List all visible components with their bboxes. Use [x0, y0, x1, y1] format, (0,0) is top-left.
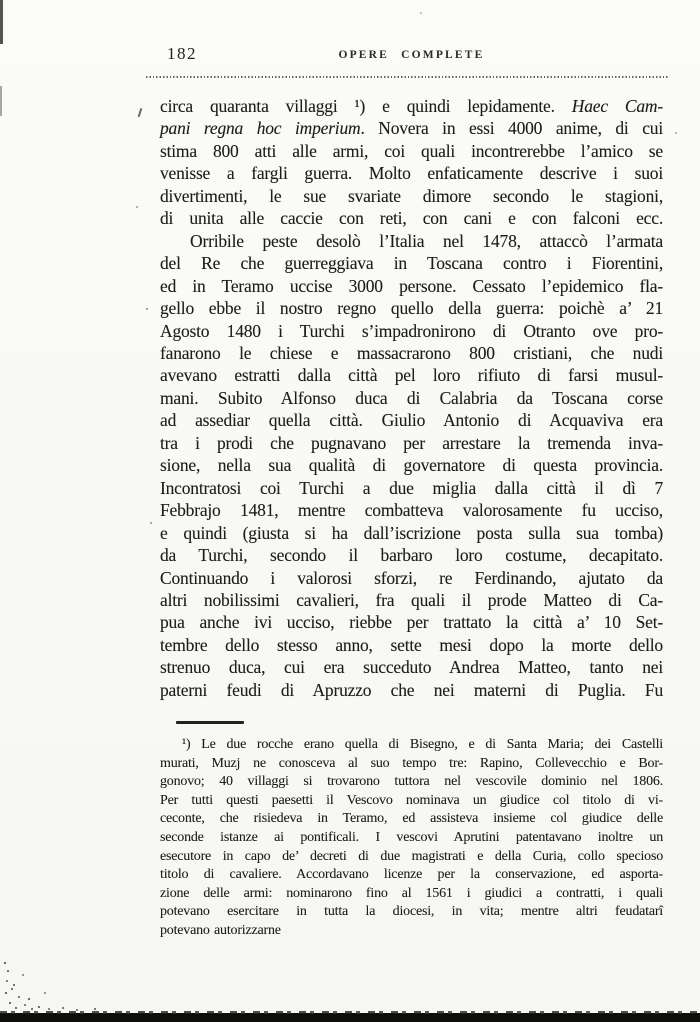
text-line: potevano esercitare in tutta la diocesi, in vita; mentre altri feudatarî — [160, 904, 663, 920]
text-line: ed in Teramo uccise 3000 persone. Cessato l’epidemico fla- — [160, 275, 663, 296]
page-number: 182 — [167, 44, 197, 63]
scan-speck — [150, 522, 152, 524]
text-line: stima 800 atti alle armi, coi quali incontrerebbe l’amico se — [160, 140, 663, 161]
text-line: zione delle armi: nominarono fino al 1561 i giudici a contratti, i quali — [160, 885, 663, 901]
scan-speck — [146, 308, 148, 310]
text-segment: circa quaranta villaggi ¹) e quindi lepidamente. — [160, 96, 572, 116]
italic-segment: Haec Cam- — [571, 96, 663, 116]
footnote-text-block — [160, 736, 663, 941]
body-text-column — [160, 95, 663, 701]
text-line: ceconte, che risiedeva in Teramo, ed assisteva insieme col giudice delle — [160, 811, 663, 827]
text-line: esecutore in capo de’ decreti di due magistrati e della Curia, collo specioso — [160, 848, 663, 864]
text-line: Continuando i valorosi sforzi, re Ferdinando, ajutato da — [160, 567, 663, 588]
scan-bottom-edge-band — [0, 1013, 700, 1022]
text-line: seconde istanze ai pontificali. I vescovi Aprutini patentavano inoltre un — [160, 829, 663, 845]
scan-left-edge-mark — [0, 0, 3, 44]
text-line: venisse a fargli guerra. Molto enfaticamente descrive i suoi — [160, 163, 663, 184]
scan-bottom-edge-ragged — [0, 1011, 700, 1014]
text-line: da Turchi, secondo il barbaro loro costume, decapitato. — [160, 545, 663, 566]
text-line: mani. Subito Alfonso duca di Calabria da Toscana corse — [160, 387, 663, 408]
text-line: fanarono le chiese e massacrarono 800 cristiani, che nudi — [160, 342, 663, 363]
text-line: Agosto 1480 i Turchi s’impadronirono di Otranto ove pro- — [160, 320, 663, 341]
scan-speck — [420, 12, 422, 14]
scan-speck — [675, 132, 677, 134]
running-title: OPERE COMPLETE — [338, 49, 485, 61]
text-line: potevano autorizzarne — [160, 922, 281, 938]
scan-speck — [136, 206, 138, 208]
text-line: e quindi (giusta si ha dall’iscrizione posta sulla sua tomba) — [160, 522, 663, 543]
text-line: paterni feudi di Apruzzo che nei materni di Puglia. Fu — [160, 679, 663, 700]
italic-segment: pani regna hoc imperium — [160, 118, 361, 139]
text-line: di unita alle caccie con reti, con cani e con falconi ecc. — [160, 208, 663, 229]
text-line: ¹) Le due rocche erano quella di Bisegno, e di Santa Maria; dei Castelli — [182, 737, 663, 752]
text-line: Incontratosi coi Turchi a due miglia dalla città il dì 7 — [160, 477, 663, 498]
text-line: murati, Muzj ne conosceva al suo tempo tre: Rapino, Collevecchio e Bor- — [160, 755, 663, 771]
scan-margin-mark — [138, 108, 142, 117]
text-line: tra i prodi che pugnavano per arrestare la tremenda inva- — [160, 432, 663, 453]
text-line: Orribile peste desolò l’Italia nel 1478, attaccò l’armata — [190, 230, 663, 251]
header-dotted-rule — [146, 76, 668, 78]
text-line: ad assediar quella città. Giulio Antonio di Acquaviva era — [160, 410, 663, 431]
text-line: divertimenti, le sue svariate dimore secondo le stagioni, — [160, 185, 663, 206]
text-line: tembre dello stesso anno, sette mesi dopo la morte dello — [160, 634, 663, 655]
text-line: titolo di cavaliere. Accordavano licenze per la conservazione, ed asporta- — [160, 867, 663, 883]
text-line — [160, 117, 663, 139]
scan-speck — [560, 860, 562, 862]
text-line: sione, nella sua qualità di governatore di questa provincia. — [160, 455, 663, 476]
text-line: pua anche ivi ucciso, riebbe per trattato la città a’ 10 Set- — [160, 612, 663, 633]
scan-noise-cluster — [4, 962, 6, 964]
text-line: gello ebbe il nostro regno quello della guerra: poichè a’ 21 — [160, 298, 663, 319]
text-line: gonovo; 40 villaggi si trovarono tuttora nel vescovile dominio nel 1806. — [160, 774, 663, 790]
text-line: Febbrajo 1481, mentre combatteva valorosamente fu ucciso, — [160, 500, 663, 521]
text-line: del Re che guerreggiava in Toscana contro i Fiorentini, — [160, 253, 663, 274]
scan-left-edge-mark — [0, 86, 2, 116]
text-line: avevano estratti dalla città pel loro rifiuto di farsi musul- — [160, 365, 663, 386]
text-line: altri nobilissimi cavalieri, fra quali il prode Matteo di Ca- — [160, 589, 663, 610]
text-segment: . Novera in essi 4000 anime, di cui — [360, 118, 663, 139]
text-line — [160, 95, 663, 117]
text-line: Per tutti questi paesetti il Vescovo nominava un giudice col titolo di vi- — [160, 792, 663, 808]
footnote-separator-rule — [176, 721, 244, 724]
text-line: strenuo duca, cui era succeduto Andrea Matteo, tanto nei — [160, 657, 663, 678]
